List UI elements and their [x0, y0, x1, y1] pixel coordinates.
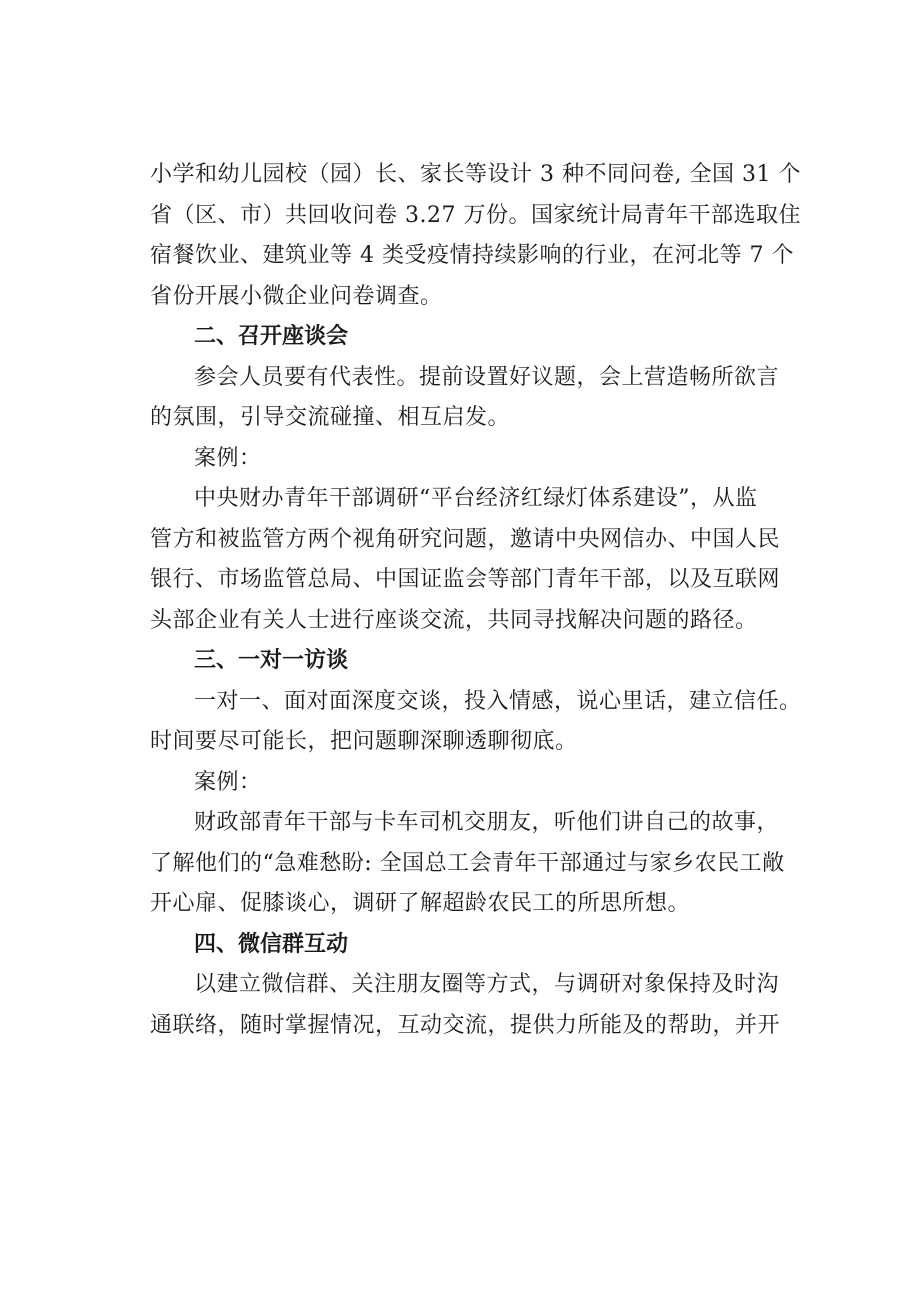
text-line: 省（区、市）共回收问卷 3.27 万份。国家统计局青年干部选取住 — [150, 202, 801, 228]
section-heading-interview: 三、一对一访谈 — [194, 648, 349, 673]
text-line: 头部企业有关人士进行座谈交流，共同寻找解决问题的路径。 — [150, 607, 758, 633]
text-line: 参会人员要有代表性。提前设置好议题，会上营造畅所欲言 — [194, 364, 780, 390]
paragraph-case-label — [150, 439, 810, 480]
paragraph-wechat-guidance — [150, 965, 810, 1046]
paragraph-symposium-case — [150, 479, 810, 641]
paragraph-symposium-guidance — [150, 358, 810, 439]
text-line: 通联络，随时掌握情况，互动交流，提供力所能及的帮助，并开 — [150, 1012, 781, 1038]
text-line: 中央财办青年干部调研“平台经济红绿灯体系建设”，从监 — [194, 486, 758, 511]
text-line: 财政部青年干部与卡车司机交朋友，听他们讲自己的故事， — [194, 810, 780, 835]
text-line: 的氛围，引导交流碰撞、相互启发。 — [150, 405, 511, 430]
text-line: 宿餐饮业、建筑业等 4 类受疫情持续影响的行业，在河北等 7 个 — [150, 243, 794, 268]
paragraph-case-label — [150, 763, 810, 804]
text-line: 以建立微信群、关注朋友圈等方式，与调研对象保持及时沟 — [194, 972, 780, 997]
text-line: 案例： — [194, 445, 262, 471]
paragraph-interview-case — [150, 803, 810, 925]
section-heading-symposium: 二、召开座谈会 — [194, 324, 349, 349]
text-line: 案例： — [194, 769, 262, 795]
section-heading-wechat-group: 四、微信群互动 — [194, 931, 349, 957]
text-line: 管方和被监管方两个视角研究问题，邀请中央网信办、中国人民 — [150, 526, 781, 552]
text-line: 一对一、面对面深度交谈，投入情感，说心里话，建立信任。 — [194, 688, 802, 714]
text-line: 了解他们的“急难愁盼: 全国总工会青年干部通过与家乡农民工敞 — [150, 850, 785, 876]
paragraph-interview-guidance — [150, 682, 810, 763]
paragraph-survey-results — [150, 155, 810, 317]
document-page — [150, 155, 810, 1046]
text-line: 银行、市场监管总局、中国证监会等部门青年干部，以及互联网 — [150, 567, 781, 592]
text-line: 时间要尽可能长，把问题聊深聊透聊彻底。 — [150, 729, 578, 754]
text-line: 开心扉、促膝谈心，调研了解超龄农民工的所思所想。 — [150, 891, 691, 916]
text-line: 小学和幼儿园校（园）长、家长等设计 3 种不同问卷, 全国 31 个 — [150, 162, 801, 187]
text-line: 省份开展小微企业问卷调查。 — [150, 283, 443, 309]
